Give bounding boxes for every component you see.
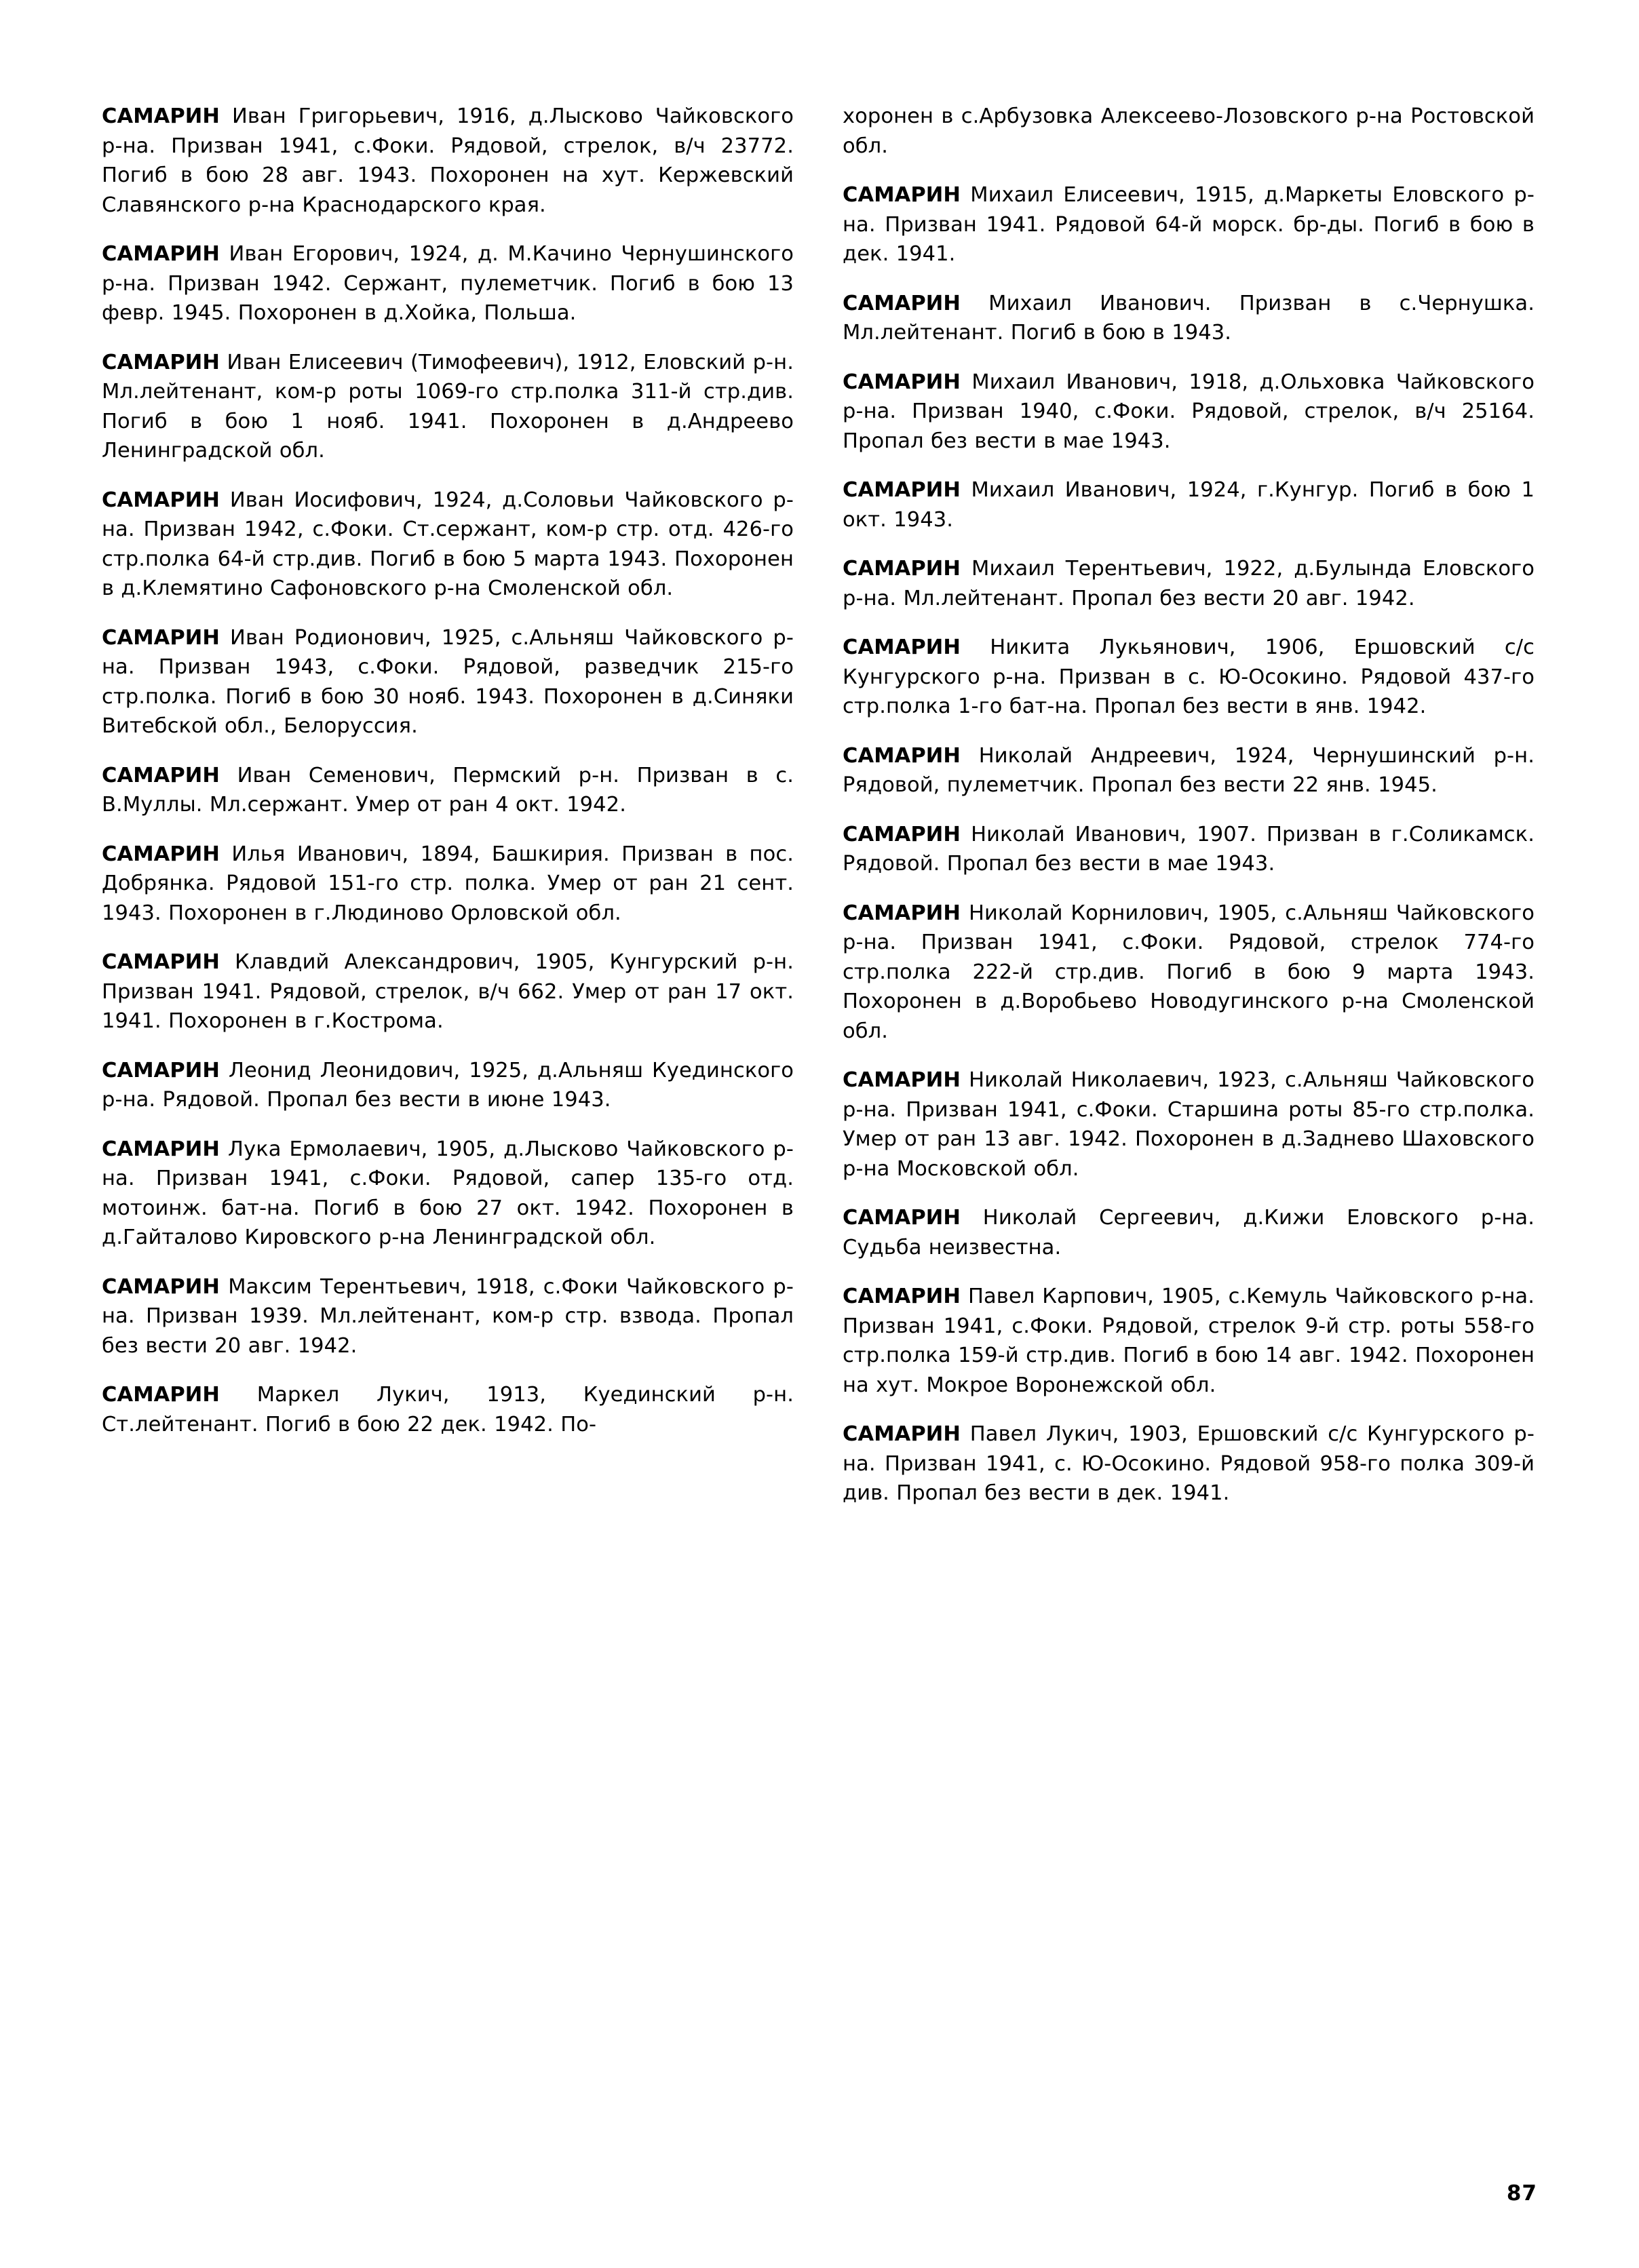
entry-text: Иван Родионович, 1925, с.Альняш Чайковского р-на. Призван 1943, с.Фоки. Рядовой, разведчик 215-го стр.полка. Погиб в бою 30 нояб. 1943. Похоронен в д.Синяки Витебской обл., Белоруссия.	[102, 625, 794, 738]
entry-text: Лука Ермолаевич, 1905, д.Лысково Чайковского р-на. Призван 1941, с.Фоки. Рядовой, сапер 135-го отд. мотоинж. бат-на. Погиб в бою 27 окт. 1942. Похоронен в д.Гайталово Кировского р-на Ленинградской обл.	[102, 1137, 794, 1249]
entry-text: Иван Семенович, Пермский р-н. Призван в с. В.Муллы. Мл.сержант. Умер от ран 4 окт. 1942.	[102, 763, 794, 817]
entry-surname: САМАРИН	[843, 183, 961, 207]
entry	[102, 102, 794, 220]
entry	[102, 840, 794, 928]
entry-surname: САМАРИН	[843, 478, 961, 502]
entry-text: Михаил Иванович. Призван в с.Чернушка. Мл.лейтенант. Погиб в бою в 1943.	[843, 291, 1535, 345]
entry	[102, 1380, 794, 1439]
entry	[843, 475, 1535, 534]
entry-text: Иван Елисеевич (Тимофеевич), 1912, Еловский р-н. Мл.лейтенант, ком-р роты 1069-го стр.полка 311-й стр.див. Погиб в бою 1 нояб. 1941. Похоронен в д.Андреево Ленинградской обл.	[102, 350, 794, 463]
entry-surname: САМАРИН	[102, 242, 220, 266]
entry-surname: САМАРИН	[102, 763, 220, 787]
entry-text: Иван Егорович, 1924, д. М.Качино Чернушинского р-на. Призван 1942. Сержант, пулеметчик. Погиб в бою 13 февр. 1945. Похоронен в д.Хойка, Польша.	[102, 242, 794, 325]
entry-surname: САМАРИН	[843, 291, 961, 315]
entry-surname: САМАРИН	[843, 1206, 961, 1230]
entry	[843, 1282, 1535, 1400]
entry	[843, 899, 1535, 1047]
entry	[843, 820, 1535, 879]
entry-surname: САМАРИН	[843, 822, 961, 846]
entry-text: Николай Андреевич, 1924, Чернушинский р-н. Рядовой, пулеметчик. Пропал без вести 22 янв. 1945.	[843, 743, 1535, 797]
entry-text: Леонид Леонидович, 1925, д.Альняш Куединского р-на. Рядовой. Пропал без вести в июне 1943.	[102, 1058, 794, 1112]
entry-surname: САМАРИН	[843, 901, 961, 925]
entry-surname: САМАРИН	[843, 557, 961, 581]
entry	[102, 1272, 794, 1361]
entry	[843, 1065, 1535, 1184]
entry-surname: САМАРИН	[843, 743, 961, 768]
entry-surname: САМАРИН	[102, 104, 220, 128]
entry-surname: САМАРИН	[102, 625, 220, 650]
entry	[843, 289, 1535, 348]
entry-surname: САМАРИН	[102, 1058, 220, 1082]
entry	[843, 368, 1535, 456]
entry-surname: САМАРИН	[102, 350, 220, 374]
entry-surname: САМАРИН	[843, 636, 961, 659]
entry-text: Павел Лукич, 1903, Ершовский с/с Кунгурского р-на. Призван 1941, с. Ю-Осокино. Рядовой 958-го полка 309-й див. Пропал без вести в дек. 1941.	[843, 1422, 1535, 1505]
entry	[102, 486, 794, 604]
entry	[102, 348, 794, 466]
entry	[843, 1420, 1535, 1508]
entry-text: Иван Иосифович, 1924, д.Соловьи Чайковского р-на. Призван 1942, с.Фоки. Ст.сержант, ком-р стр. отд. 426-го стр.полка 64-й стр.див. Погиб в бою 5 марта 1943. Похоронен в д.Клемятино Сафоновского р-на Смоленской обл.	[102, 488, 794, 600]
entry-text: Михаил Терентьевич, 1922, д.Булында Еловского р-на. Мл.лейтенант. Пропал без вести 20 авг. 1942.	[843, 557, 1535, 610]
entry-text: Максим Терентьевич, 1918, с.Фоки Чайковского р-на. Призван 1939. Мл.лейтенант, ком-р стр. взвода. Пропал без вести 20 авг. 1942.	[102, 1274, 794, 1358]
entry	[843, 554, 1535, 613]
entry-text: хоронен в с.Арбузовка Алексеево-Лозовского р-на Ростовской обл.	[843, 104, 1535, 158]
entry-surname: САМАРИН	[843, 1285, 961, 1308]
entry	[843, 180, 1535, 269]
entry-text: Маркел Лукич, 1913, Куединский р-н. Ст.лейтенант. Погиб в бою 22 дек. 1942. По-	[102, 1383, 794, 1436]
entry-continuation	[843, 102, 1535, 161]
entry	[843, 633, 1535, 722]
entry-surname: САМАРИН	[102, 1274, 220, 1299]
entry-surname: САМАРИН	[102, 1137, 220, 1161]
entry	[843, 1203, 1535, 1262]
entry-text: Иван Григорьевич, 1916, д.Лысково Чайковского р-на. Призван 1941, с.Фоки. Рядовой, стрелок, в/ч 23772. Погиб в бою 28 авг. 1943. Похоронен на хут. Кержевский Славянского р-на Краснодарского края.	[102, 104, 794, 217]
entry-text: Николай Корнилович, 1905, с.Альняш Чайковского р-на. Призван 1941, с.Фоки. Рядовой, стрелок 774-го стр.полка 222-й стр.див. Погиб в бою 9 марта 1943. Похоронен в д.Воробьево Новодугинского р-на Смоленской обл.	[843, 901, 1535, 1043]
entry	[102, 239, 794, 328]
entry-text: Павел Карпович, 1905, с.Кемуль Чайковского р-на. Призван 1941, с.Фоки. Рядовой, стрелок 9-й стр. роты 558-го стр.полка 159-й стр.див. Погиб в бою 14 авг. 1942. Похоронен на хут. Мокрое Воронежской обл.	[843, 1285, 1535, 1397]
entry-text: Илья Иванович, 1894, Башкирия. Призван в пос. Добрянка. Рядовой 151-го стр. полка. Умер от ран 21 сент. 1943. Похоронен в г.Людиново Орловской обл.	[102, 842, 794, 925]
entry-text: Клавдий Александрович, 1905, Кунгурский р-н. Призван 1941. Рядовой, стрелок, в/ч 662. Умер от ран 17 окт. 1941. Похоронен в г.Кострома.	[102, 950, 794, 1033]
entry	[102, 761, 794, 820]
column-right	[843, 102, 1535, 2109]
entry-surname: САМАРИН	[843, 1068, 961, 1092]
entry	[102, 1135, 794, 1253]
entry-text: Михаил Елисеевич, 1915, д.Маркеты Еловского р-на. Призван 1941. Рядовой 64-й морск. бр-ды. Погиб в бою в дек. 1941.	[843, 183, 1535, 266]
entry	[102, 623, 794, 741]
entry-surname: САМАРИН	[102, 950, 220, 974]
entry	[102, 947, 794, 1036]
entry	[102, 1056, 794, 1115]
entry-text: Михаил Иванович, 1924, г.Кунгур. Погиб в бою 1 окт. 1943.	[843, 478, 1535, 532]
entry-surname: САМАРИН	[102, 842, 220, 866]
entry-text: Николай Иванович, 1907. Призван в г.Соликамск. Рядовой. Пропал без вести в мае 1943.	[843, 822, 1535, 876]
page-number: 87	[1506, 2181, 1537, 2206]
entry-surname: САМАРИН	[102, 1383, 220, 1407]
entry	[843, 741, 1535, 800]
entry-surname: САМАРИН	[843, 1422, 961, 1446]
entry-text: Николай Николаевич, 1923, с.Альняш Чайковского р-на. Призван 1941, с.Фоки. Старшина роты 85-го стр.полка. Умер от ран 13 авг. 1942. Похоронен в д.Заднево Шаховского р-на Московской обл.	[843, 1068, 1535, 1181]
entry-text: Никита Лукьянович, 1906, Ершовский с/с Кунгурского р-на. Призван в с. Ю-Осокино. Рядовой 437-го стр.полка 1-го бат-на. Пропал без вести в янв. 1942.	[843, 636, 1535, 718]
two-column-body	[102, 102, 1537, 2109]
entry-surname: САМАРИН	[843, 370, 961, 394]
column-left	[102, 102, 794, 2109]
entry-text: Михаил Иванович, 1918, д.Ольховка Чайковского р-на. Призван 1940, с.Фоки. Рядовой, стрелок, в/ч 25164. Пропал без вести в мае 1943.	[843, 370, 1535, 453]
entry-surname: САМАРИН	[102, 488, 220, 512]
entry-text: Николай Сергеевич, д.Кижи Еловского р-на. Судьба неизвестна.	[843, 1206, 1535, 1259]
